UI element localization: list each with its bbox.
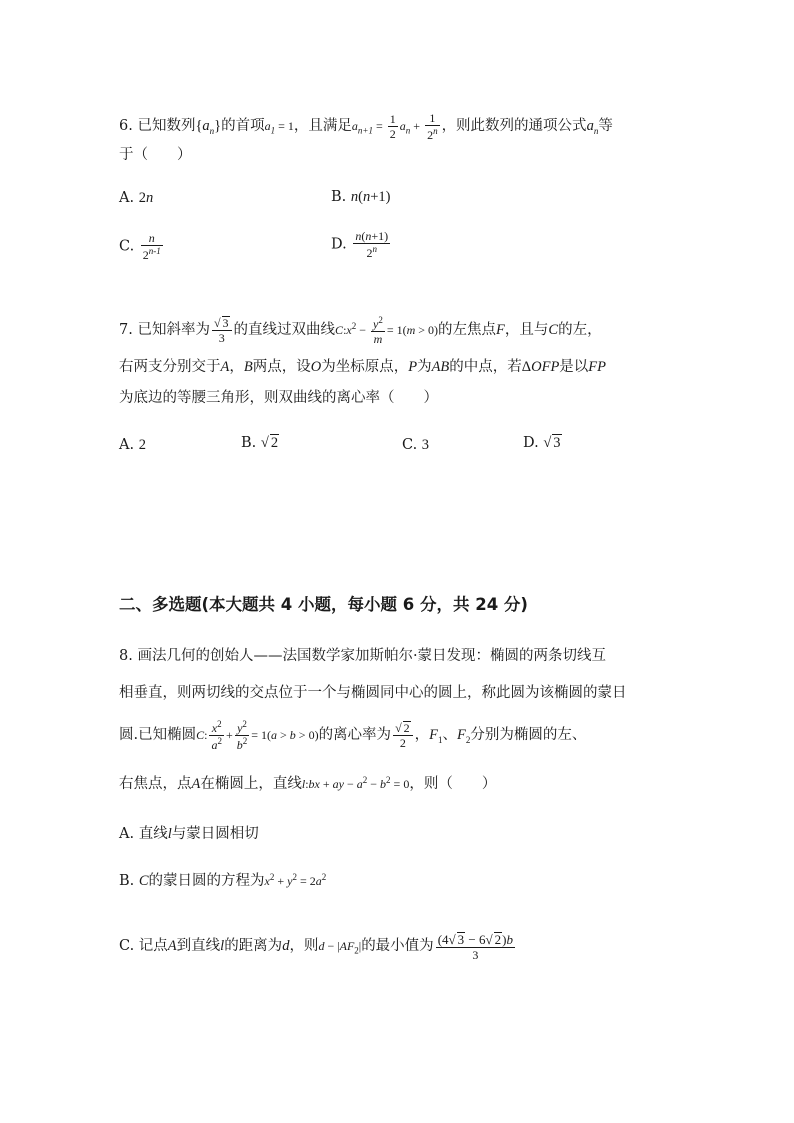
q6-text-5: 等: [598, 118, 613, 134]
q7-line-1: 7. 已知斜率为 $\frac{√ 3}{3}$ 的直线过双曲线$C:x^2$ − $\frac{y^2}{m}$ = 1(m > 0)的左焦点F，且与C的左，: [119, 314, 602, 346]
q6-option-c: C. $\frac{n}{2^{n-1}}$: [119, 231, 161, 262]
q6-text-2: 的首项: [221, 118, 265, 134]
q7-option-d-value: √ 3: [543, 435, 561, 451]
q8-option-c: C. 记点A到直线l的距离为d，则$d - |AF_2|$的最小值为 $\frac{(4√ 3 - 6√ 2)b}{3}$: [119, 931, 513, 962]
q8-option-b-eq: $x^2 + y^2 = 2a^2$: [264, 872, 327, 888]
q6-option-d: D. $\frac{n(n+1)}{2^n}$: [331, 229, 389, 260]
q6-text-1: 已知数列: [137, 118, 196, 134]
q7-option-d: D. √ 3: [523, 435, 561, 451]
q6-an: $a_n$: [586, 118, 599, 136]
q6-line-2: [119, 143, 192, 164]
q6-option-b-value: n(n+1): [350, 189, 391, 205]
section-heading: 二、多选题(本大题共 4 小题，每小题 6 分，共 24 分): [119, 595, 528, 614]
q6-seq-symbol: $\{a_n\}$: [195, 118, 222, 136]
q8-option-b: B. C的蒙日圆的方程为$x^2 + y^2 = 2a^2$: [119, 872, 327, 889]
q7-slope: $\frac{√ 3}{3}$: [212, 316, 232, 344]
q7-option-a: A. 2: [119, 437, 146, 453]
q8-option-c-expr: $d - |AF_2|$: [318, 939, 362, 956]
q8-ellipse: C:: [196, 728, 208, 742]
q6-option-a: A. 2n: [119, 190, 154, 206]
q6-text-4: ，则此数列的通项公式: [441, 118, 587, 134]
q8-line-eq: l:bx + ay − $a^2 - b^2 = 0$: [301, 775, 410, 791]
q6-number: 6.: [119, 118, 133, 134]
q8-option-a: A. 直线l与蒙日圆相切: [119, 826, 259, 842]
q6-first-term: $a_1$: [264, 119, 276, 136]
q8-line-4: 右焦点，点A在椭圆上，直线l:bx + ay − $a^2 - b^2 = 0$，则（ ）: [119, 775, 497, 792]
q7-option-c: C. 3: [402, 437, 430, 453]
q8-line-3: 圆.已知椭圆C: $\frac{x^2}{a^2}$ + $\frac{y^2}{b^2}$ = 1(a > b > 0)的离心率为 $\frac{√ 2}{2}$ ，$F_1$、$F_2$分别为椭圆的左、: [119, 718, 587, 752]
q6-option-b: B. n(n+1): [331, 189, 391, 205]
q6-recurrence: $a_{n+1}$: [351, 119, 373, 136]
q8-eccentricity: $\frac{√ 2}{2}$: [393, 721, 413, 749]
q6-option-a-value: 2n: [138, 190, 154, 206]
q8-line-2: 相垂直，则两切线的交点位于一个与椭圆同中心的圆上，称此圆为该椭圆的蒙日: [119, 685, 627, 701]
q6-text-6: 于（ ）: [119, 147, 192, 163]
q6-option-d-value: $\frac{n(n+1)}{2^n}$: [355, 229, 389, 260]
q7-option-b: B. √ 2: [241, 435, 279, 451]
q6-frac-half: $\frac{1}{2}$: [389, 111, 396, 141]
q6-text-3: ，且满足: [293, 118, 352, 134]
q8-option-c-value: $\frac{(4√ 3 - 6√ 2)b}{3}$: [437, 931, 513, 962]
q7-hyperbola: $C:x^2$ −: [335, 321, 370, 337]
q7-number: 7.: [119, 322, 133, 338]
q8-line-1: 8. 画法几何的创始人——法国数学家加斯帕尔·蒙日发现：椭圆的两条切线互: [119, 648, 607, 664]
q6-frac-pow: $\frac{1}{2^n}$: [427, 110, 438, 142]
q6-line-1: 6. 已知数列$\{a_n\}$的首项$a_1 = 1$，且满足$a_{n+1}$ = $\frac{1}{2}$ $a_n$ + $\frac{1}{2^n}$ ，则此数列的通项公式$a_n$等: [119, 110, 613, 142]
q7-line-3: 为底边的等腰三角形，则双曲线的离心率（ ）: [119, 390, 438, 406]
q7-line-2: 右两支分别交于A，B两点，设O为坐标原点，P为AB的中点，若ΔOFP是以FP: [119, 359, 607, 375]
q6-option-c-value: $\frac{n}{2^{n-1}}$: [142, 231, 161, 262]
q7-option-b-value: √ 2: [260, 435, 279, 451]
